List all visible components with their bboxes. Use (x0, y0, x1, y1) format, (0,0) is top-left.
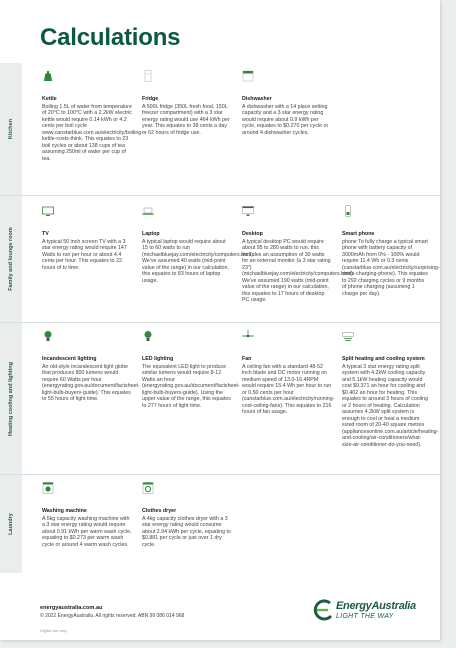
item-title: Clothes dryer (142, 508, 177, 514)
led-icon (142, 330, 154, 342)
item-text: An old-style incandescent light globe that produces 800 lumens would require 60 Watts per hour (energyrating.gov.au/document/factsheet-light-bulb-buyers-guide). This equates to 55 hours of light time. (42, 363, 140, 402)
fridge-icon (142, 70, 154, 82)
laptop-icon (142, 205, 154, 217)
item-split-system (342, 330, 439, 448)
section-label: Heating cooling and lighting (8, 361, 14, 436)
section-label: Family and lounge room (8, 227, 14, 291)
item-text: A dishwasher with a 14 place setting capacity and a 3 star energy rating would require about 0.9 kWh per cycle, equates to $0.270 per cycle or around 4 dishwasher cycles. (242, 103, 329, 136)
item-text: The equivalent LED light to produce similar lumens would require 8-12 Watts an hour (energyrating.gov.au/document/factsheet-light-bulb-buyers-guide). Using the upper value of the range, this equates to 277 hours of light time. (142, 363, 240, 409)
item-title: Fan (242, 356, 252, 362)
footer-digital-use: Digital use only (40, 628, 68, 633)
item-title: Split heating and cooling system (342, 356, 425, 362)
item-title: Dishwasher (242, 96, 272, 102)
logo-name: EnergyAustralia (336, 600, 416, 612)
section-laundry (0, 475, 22, 573)
item-incandescent (42, 330, 140, 403)
section-label: Kitchen (8, 118, 14, 140)
item-washing-machine (42, 482, 132, 548)
item-title: Laptop (142, 231, 160, 237)
logo-tagline: LIGHT THE WAY (336, 613, 394, 620)
washing-machine-icon (42, 482, 54, 494)
tv-icon (42, 205, 54, 217)
item-title: Smart phone (342, 231, 375, 237)
kettle-icon (42, 70, 54, 82)
fan-icon (242, 330, 254, 342)
item-tv (42, 205, 132, 271)
item-smartphone (342, 205, 440, 297)
item-text: A typical 50 inch screen TV with a 3 star energy rating would require 147 Watts to run per hour or about 4.4 cents per hour. This equates to 22 hours of tv time. (42, 238, 127, 271)
item-title: Kettle (42, 96, 57, 102)
item-text: A typical 3 star energy rating split system with 4.2kW cooling capacity and 5.1kW heating capacity would cost $0.371 an hour for cooling and $0.402 an hour for heating. This equates to around 3 hours of cooling or 2 hours of heating. Calculation assumes 4.2kW split system is enough to cool or heat a medium sized room of 20-40 square metres (appliancesonline.com.au/article/heating-and-cooling/air-conditioners/what-size-air-conditioner-do-you-need). (342, 363, 439, 448)
section-kitchen (0, 63, 22, 195)
item-dishwasher (242, 70, 332, 136)
item-text: Boiling 1.5L of water from temperature of 20°C to 100°C with a 2.2kW electric kettle would require 0.14 kWh or 4.2 cents per boil cycle www.canstarblue.com.au/electricity/boiling-kettle-costs-think. This equates to 23 boil cycles or about 138 cups of tea assuming 250ml of water per cup of tea. (42, 103, 143, 162)
item-text: A ceiling fan with a standard 48-52 inch blade and DC motor running on medium speed of 13.0-16.4RPM would require 15.4 Wh per hour to run or 0.50 cents per hour (canstarblue.com.au/electricity/running-cost-ceiling-fans). This equates to 216 hours of fan usage. (242, 363, 335, 415)
item-text: A typical desktop PC would require about 95 to 280 watts to run, this includes an assumption of 30 watts for an external monitor (a 3 star rating 23") (michaelbluejay.com/electricity/computers.html). We've assumed 190 watts (mid-point value of the range) in our calculation, this equates to 17 hours of desktop PC usage. (242, 238, 355, 303)
item-led (142, 330, 240, 409)
section-divider (0, 474, 440, 475)
section-divider (0, 195, 440, 196)
section-family-lounge (0, 196, 22, 322)
item-title: Incandescent lighting (42, 356, 97, 362)
item-title: LED lighting (142, 356, 174, 362)
item-title: Washing machine (42, 508, 87, 514)
item-desktop (242, 205, 355, 304)
item-text: A typical laptop would require about 15 to 60 watts to run (michaelbluejay.com/electricity/computers.html). We've assumed 40 watts (mid-point value of the range) in our calculation, this equates to 83 hours of laptop usage. (142, 238, 255, 284)
bulb-icon (42, 330, 54, 342)
item-fridge (142, 70, 232, 136)
item-text: A 4kg capacity clothes dryer with a 3 star energy rating would consume about 2.94 kWh per cycle, equating to $0.881 per cycle or just over 1 dry cycle. (142, 515, 231, 548)
section-label: Laundry (8, 513, 14, 535)
dryer-icon (142, 482, 154, 494)
dishwasher-icon (242, 70, 254, 82)
aircon-icon (342, 330, 354, 342)
page-title: Calculations (40, 24, 181, 51)
item-title: Desktop (242, 231, 263, 237)
item-clothes-dryer (142, 482, 232, 548)
section-divider (0, 322, 440, 323)
smartphone-icon (342, 205, 354, 217)
item-text: phone To fully charge a typical smart phone with battery capacity of 3000mAh from 0% - 100% would require 11.4 Wh or 0.3 cents (canstarblue.com.au/electricity/surprising-costs-charging-phone). This equates to 292 charging cycles or 9 months of phone charging (assuming 1 charge per day). (342, 238, 440, 297)
logo-swirl-icon (312, 598, 334, 622)
footer-copyright: © 2022 EnergyAustralia. All rights reserved. ABN 99 086 014 968 (40, 613, 185, 619)
item-kettle (42, 70, 143, 162)
section-heating-cooling-lighting (0, 323, 22, 474)
footer-url[interactable]: energyaustralia.com.au (40, 605, 103, 611)
item-text: A 5kg capacity washing machine with a 3 star energy rating would require about 0.91 kWh per warm wash cycle, equating to $0.273 per warm wash cycle or around 4 warm wash cycles. (42, 515, 132, 548)
item-text: A 500L fridge (350L fresh food, 150L freezer compartment) with a 3 star energy rating would use 464 kWh per year. This equates to 38 cents a day or 62 hours of fridge use. (142, 103, 230, 136)
item-title: Fridge (142, 96, 159, 102)
item-title: TV (42, 231, 49, 237)
energyaustralia-logo (312, 598, 422, 624)
item-fan (242, 330, 335, 416)
desktop-icon (242, 205, 254, 217)
